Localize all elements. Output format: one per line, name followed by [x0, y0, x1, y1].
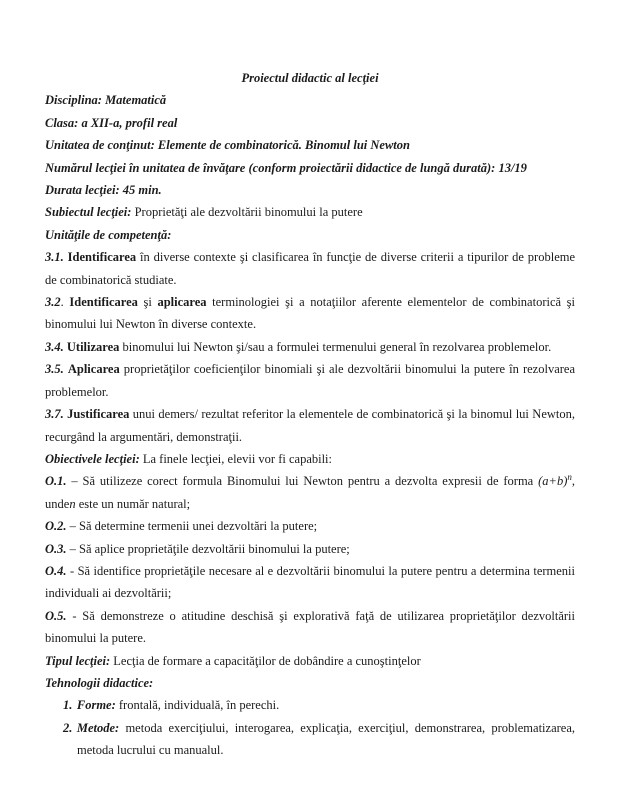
text-run: – Să aplice proprietăţile dezvoltării binomului la putere; [66, 541, 350, 556]
text-run: Identificarea [67, 250, 137, 265]
text-run: unui demers/ rezultat referitor la elementele de combinatorică şi la binomul lui Newton, recurgând la argumentări, demonstraţii. [45, 407, 575, 444]
document-body [45, 89, 575, 761]
text-run: Metode: [76, 720, 120, 735]
text-run: frontală, individuală, în perechi. [115, 698, 280, 713]
text-run: - Să demonstreze o atitudine deschisă şi explorativă faţă de utilizarea proprietăţilor dezvoltării binomului la putere. [45, 608, 575, 646]
text-run: O.1. [45, 474, 67, 489]
text-run: Utilizarea [66, 339, 120, 354]
text-run: Lecţia de formare a capacităţilor de dobândire a cunoştinţelor [110, 653, 421, 668]
para-tipul-lectiei [45, 650, 575, 672]
text-run: Obiectivele lecţiei: [45, 451, 140, 466]
text-run: binomului lui Newton şi/sau a formulei termenului general în rezolvarea problemelor. [119, 339, 552, 354]
text-run: Identificarea [69, 295, 138, 310]
text-run: (a+b) [538, 474, 568, 489]
text-run: 2. [63, 720, 73, 735]
text-run: 3.4. [45, 339, 64, 354]
para-competenta-3-7 [45, 403, 575, 448]
text-run: – Să determine termenii unei dezvoltări la putere; [66, 519, 318, 534]
para-competenta-3-1 [45, 246, 575, 291]
text-run: proprietăţilor coeficienţilor binomiali şi ale dezvoltării binomului la putere în rezolvarea problemelor. [45, 362, 576, 399]
para-subiectul [45, 201, 575, 223]
para-durata [45, 179, 575, 201]
para-obiectiv-o4 [45, 560, 575, 605]
text-run: Unitatea de conţinut: Elemente de combinatorică. Binomul lui Newton [45, 138, 410, 153]
text-run: Unităţile de competenţă: [45, 227, 172, 242]
text-run: 1. [63, 698, 73, 713]
text-run: O.3. [45, 541, 67, 556]
text-run: metoda exerciţiului, interogarea, explicaţia, exerciţiul, demonstrarea, problematizarea, metoda lucrului cu manualul. [77, 720, 575, 758]
text-run: . [60, 295, 70, 310]
text-run: este un număr natural; [75, 496, 191, 511]
para-metode [45, 717, 575, 762]
text-run: Justificarea [67, 407, 130, 422]
text-run: O.5. [45, 608, 67, 623]
text-run: 45 min. [119, 183, 162, 198]
para-numarul-lectiei [45, 157, 575, 179]
text-run: 3.7. [45, 407, 64, 422]
text-run: 3.5. [45, 362, 64, 377]
text-run: - Să identifice proprietăţile necesare al e dezvoltării binomului la putere pentru a determina termenii individuali ai dezvoltării; [45, 563, 575, 601]
text-run: La finele lecţiei, elevii vor fi capabili: [139, 451, 333, 466]
text-run: n [69, 496, 76, 511]
text-run: în diverse contexte şi clasificarea în funcţie de diverse criterii a tipurilor de probleme de combinatorică studiate. [45, 250, 576, 287]
para-obiectivele [45, 448, 575, 470]
para-competenta-3-4 [45, 336, 575, 358]
text-run: Subiectul lecţiei: [45, 205, 132, 220]
document-title: Proiectul didactic al lecţiei [241, 71, 379, 85]
text-run: – Să utilizeze corect formula Binomului lui Newton pentru a dezvolta expresii de forma [66, 474, 539, 489]
text-run: aplicarea [157, 295, 207, 310]
para-disciplina [45, 89, 575, 111]
text-run: n [567, 472, 572, 483]
para-clasa [45, 112, 575, 134]
para-obiectiv-o5 [45, 605, 575, 650]
text-run: terminologiei şi a notaţiilor aferente elementelor de combinatorică şi binomului lui Newton în diverse contexte. [45, 295, 576, 332]
text-run: Tehnologii didactice: [45, 675, 154, 690]
text-run: , unde [45, 474, 575, 511]
para-obiectiv-o1 [45, 470, 575, 515]
para-obiectiv-o2 [45, 515, 575, 537]
text-run: O.2. [45, 519, 67, 534]
text-run: 3.2 [45, 295, 61, 310]
para-competenta-3-2 [45, 291, 575, 336]
text-run: Clasa: a XII-a, profil real [45, 115, 178, 130]
text-run: Numărul lecţiei în unitatea de învăţare (conform proiectării didactice de lungă durată): 13/19 [45, 160, 527, 175]
text-run: Aplicarea [67, 362, 120, 377]
para-unitatile-competenta [45, 224, 575, 246]
text-run: Disciplina: Matematică [45, 93, 167, 108]
text-run: O.4. [45, 563, 67, 578]
para-unitatea-continut [45, 134, 575, 156]
para-tehnologii [45, 672, 575, 694]
para-forme [45, 694, 575, 716]
text-run: Tipul lecţiei: [45, 653, 111, 668]
para-competenta-3-5 [45, 358, 575, 403]
text-run: şi [137, 295, 158, 310]
text-run: Proprietăţi ale dezvoltării binomului la putere [131, 205, 363, 220]
text-run: Durata lecţiei: [45, 183, 120, 198]
para-obiectiv-o3 [45, 538, 575, 560]
text-run: Forme: [76, 698, 116, 713]
text-run: 3.1. [45, 250, 64, 265]
